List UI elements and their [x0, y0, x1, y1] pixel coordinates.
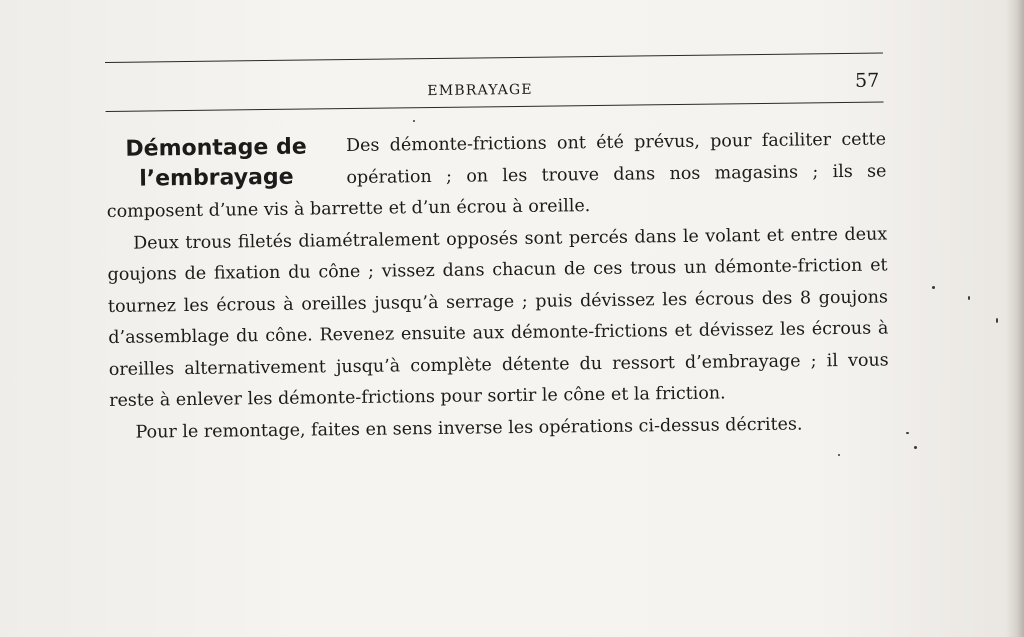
- paper-speck: [413, 120, 415, 122]
- paper-speck: [906, 432, 909, 434]
- page-content: [105, 52, 890, 449]
- page-edge-shadow: [1006, 0, 1024, 637]
- paragraph-2: Deux trous filetés diamétralement opposés sont percés dans le volant et entre deux goujons de fixation du cône ; vissez dans chacun de ces trous un démonte-friction et tournez les écrous à oreilles jusqu’à serrage ; puis dévissez les écrous des 8 goujons d’assemblage du cône. Revenez ensuite aux démonte-frictions et dévissez les écrous à oreilles alternativement jusqu’à complète détente du ressort d’embrayage ; il vous reste à enlever les démonte-frictions pour sortir le cône et la friction.: [107, 223, 889, 411]
- section-heading-line-2: l’embrayage: [139, 164, 294, 192]
- running-header: [105, 53, 886, 111]
- page-number: 57: [854, 69, 880, 92]
- paragraph-3: Pour le remontage, faites en sens inverse les opérations ci-dessus décrites.: [135, 414, 803, 443]
- paragraph-1: Des démonte-frictions ont été prévus, pour faciliter cette opération ; on les trouve dans nos magasins ; ils se composent d’une vis à barrette et d’un écrou à oreille.: [106, 129, 887, 222]
- running-title: EMBRAYAGE: [427, 81, 533, 100]
- paper-speck: [996, 318, 998, 323]
- paper-speck: [914, 446, 917, 449]
- section-heading: [106, 132, 327, 195]
- paper-speck: [838, 454, 840, 456]
- body-text: [106, 124, 890, 449]
- paper-speck: [932, 286, 935, 289]
- paper-speck: [968, 296, 970, 300]
- section-heading-line-1: Démontage de: [125, 134, 307, 162]
